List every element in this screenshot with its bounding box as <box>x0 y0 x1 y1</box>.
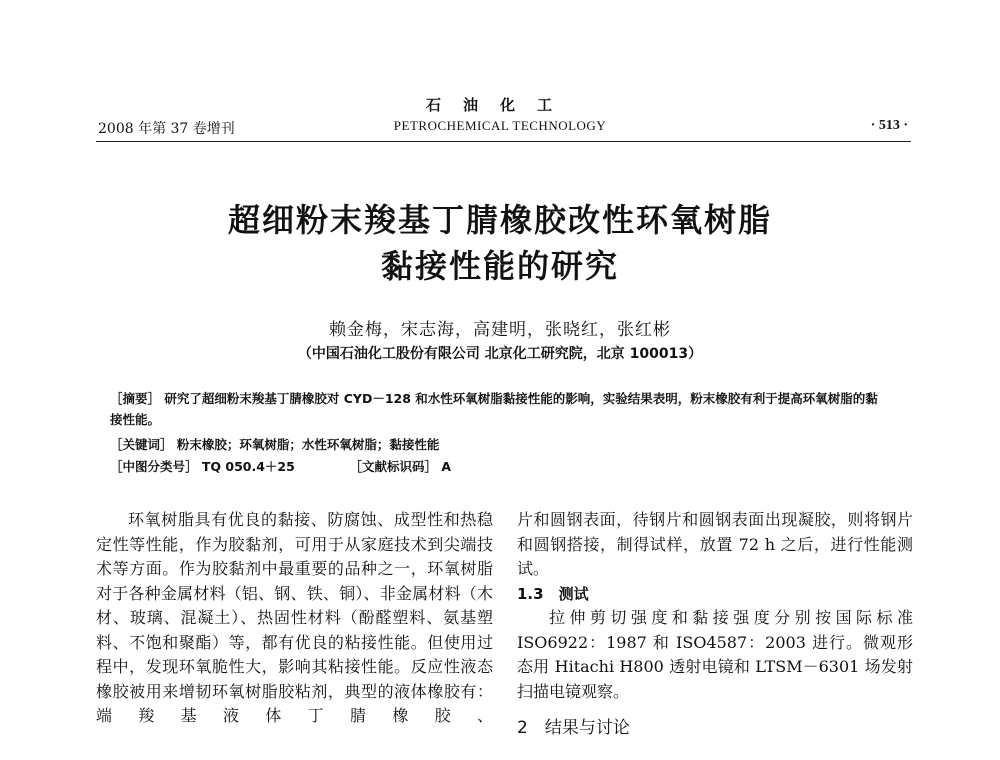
abstract-label: ［摘要］ <box>110 391 161 406</box>
author-list: 赖金梅，宋志海，高建明，张晓红，张红彬 <box>329 320 671 340</box>
section-heading-2: 2 结果与讨论 <box>517 718 630 738</box>
intro-paragraph: 环氧树脂具有优良的黏接、防腐蚀、成型性和热稳定性等性能，作为胶黏剂，可用于从家庭技术到尖端技术等方面。作为胶黏剂中最重要的品种之一，环氧树脂对于各种金属材料（铝、钢、铁、铜）、非金属材料（木材、玻璃、混凝土）、热固性材料（酚醛塑料、氨基塑料、不饱和聚酯）等，都有优良的粘接性能。但使用过程中，发现环氧脆性大，影响其粘接性能。反应性液态橡胶被用来增韧环氧树脂胶粘剂，典型的液体橡胶有：端羧基液体丁腈橡胶、 <box>96 510 493 725</box>
abstract <box>110 388 890 430</box>
paper-title-line2: 黏接性能的研究 <box>380 247 619 285</box>
left-column <box>96 508 493 729</box>
keywords-label: ［关键词］ <box>110 437 173 452</box>
doc-code-value: A <box>441 459 452 474</box>
journal-title-cn: 石油化工 <box>425 96 574 114</box>
affiliation: （中国石油化工股份有限公司 北京化工研究院，北京 100013） <box>297 346 703 362</box>
page-number: · 513 · <box>870 118 908 133</box>
paper-title-line1: 超细粉末羧基丁腈橡胶改性环氧树脂 <box>227 201 772 239</box>
journal-title-en: PETROCHEMICAL TECHNOLOGY <box>393 118 607 133</box>
method-paragraph: 片和圆钢表面，待钢片和圆钢表面出现凝胶，则将钢片和圆钢搭接，制得试样，放置 72 h 之后，进行性能测试。 <box>517 510 913 578</box>
header-rule <box>96 141 911 142</box>
abstract-text: 研究了超细粉末羧基丁腈橡胶对 CYD－128 和水性环氧树脂黏接性能的影响，实验结果表明，粉末橡胶有利于提高环氧树脂的黏接性能。 <box>110 391 878 427</box>
classification <box>110 456 890 477</box>
right-column <box>517 508 913 741</box>
classification-label: ［中图分类号］ <box>110 459 198 474</box>
testing-paragraph: 拉伸剪切强度和黏接强度分别按国际标准 ISO6922：1987 和 ISO4587：2003 进行。微观形态用 Hitachi H800 透射电镜和 LTSM－6301 场发射扫描电镜观察。 <box>517 608 913 701</box>
keywords <box>110 434 890 455</box>
section-heading-1-3: 1.3 测试 <box>517 584 589 603</box>
keywords-text: 粉末橡胶；环氧树脂；水性环氧树脂；黏接性能 <box>176 437 440 452</box>
classification-value: TQ 050.4＋25 <box>201 459 295 474</box>
issue-info: 2008 年第 37 卷增刊 <box>98 121 235 137</box>
doc-code-label: ［文献标识码］ <box>349 459 438 474</box>
